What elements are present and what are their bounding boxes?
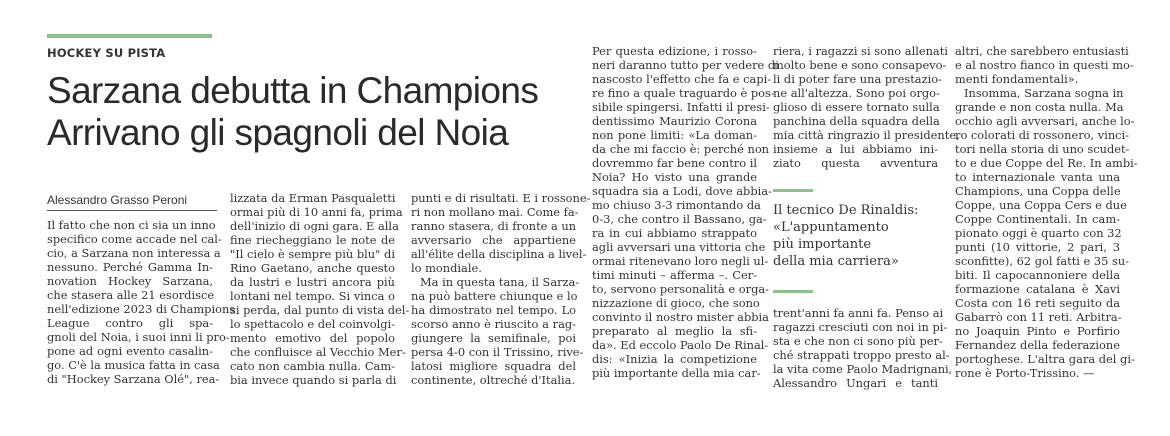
text-line: la vita come Paolo Madrignani, (773, 362, 953, 376)
text-line: ché strappati troppo presto al- (773, 348, 950, 362)
text-line: ra in cui abbiamo strappato (592, 226, 757, 240)
text-line: Insomma, Sarzana sogna in (964, 86, 1124, 100)
text-line: all'élite della disciplina a livel- (411, 247, 587, 261)
text-line: Alessandro Ungari e tanti (773, 376, 938, 390)
text-line: Noia? Ho visto una grande (592, 170, 757, 184)
text-line: ragazzi cresciuti con noi in pi- (773, 320, 948, 334)
text-line: mo chiuso 3-3 rimontando da (592, 198, 761, 212)
text-line: to e due Coppe del Re. In ambi- (955, 156, 1138, 170)
article-column-5 (773, 44, 960, 170)
text-line: Rino Gaetano, anche questo (230, 261, 395, 275)
text-line: Ma in questa tana, il Sarza- (420, 275, 580, 289)
text-line: avversario che appartiene (411, 233, 576, 247)
article-column-4 (592, 44, 779, 380)
text-line: lo spettacolo e del coinvolgi- (230, 317, 395, 331)
text-line: persa 4-0 con il Trissino, rive- (411, 345, 584, 359)
text-line: mia città ringrazio il presidente, (773, 128, 960, 142)
text-line: latosi migliore squadra del (411, 359, 576, 373)
pullquote-line: più importante (773, 237, 872, 252)
section-kicker: HOCKEY SU PISTA (47, 46, 166, 60)
pullquote-accent-bar (773, 189, 813, 192)
text-line: agli avversari una vittoria che (592, 240, 766, 254)
text-line: tori nella storia di uno scudet- (955, 142, 1130, 156)
text-line: dis: «Inizia la competizione (592, 352, 757, 366)
text-line: sconfitte), 62 gol fatti e 35 su- (955, 254, 1130, 268)
text-line: nascosto l'effetto che fa e capi- (592, 72, 772, 86)
text-line: dell'inizio di ogni gara. E alla (230, 219, 399, 233)
text-line: insieme a lui abbiamo ini- (773, 142, 938, 156)
text-line: nessuno. Perché Gamma In- (47, 260, 213, 274)
text-line: specifico come accade nel cal- (47, 232, 222, 246)
text-line: gnoli del Noia, i suoi inni li pro- (47, 330, 230, 344)
article-column-1 (47, 218, 236, 386)
text-line: di "Hockey Sarzana Olé", rea- (47, 372, 220, 386)
text-line: to, servono personalità e orga- (592, 282, 769, 296)
text-line: na può battere chiunque e lo (411, 289, 578, 303)
text-line: rone è Porto-Trissino. — (955, 366, 1095, 380)
text-line: si perda, dal punto di vista del- (230, 303, 410, 317)
pullquote-line: Il tecnico De Rinaldis: (773, 203, 919, 218)
text-line: sibile spingersi. Infatti il presi- (592, 100, 770, 114)
text-line: menti fondamentali». (955, 72, 1079, 86)
text-line: bia invece quando si parla di (230, 373, 397, 387)
text-line: Coppe Continentali. In cam- (955, 212, 1120, 226)
text-line: squadra sia a Lodi, dove abbia- (592, 184, 772, 198)
text-line: portoghese. L'altra gara del gi- (955, 352, 1135, 366)
text-line: occhio agli avversari, anche lo- (955, 114, 1135, 128)
text-line: Champions, una Coppa delle (955, 184, 1121, 198)
pullquote (773, 202, 938, 270)
text-line: cato non cambia nulla. Cam- (230, 359, 395, 373)
text-line: League contro gli spa- (47, 316, 213, 330)
text-line: da». Ed eccolo Paolo De Rinal- (592, 338, 769, 352)
pullquote-line: «L'appuntamento (773, 220, 889, 235)
section-accent-bar (47, 34, 212, 38)
text-line: molto bene e sono consapevo- (773, 58, 947, 72)
text-line: go. C'è la musica fatta in casa (47, 358, 220, 372)
text-line: pone ad ogni evento casalin- (47, 344, 213, 358)
text-line: e al nostro fianco in questi mo- (955, 58, 1134, 72)
text-line: ri non mollano mai. Come fa- (411, 205, 579, 219)
text-line: nizzazione di gioco, che sono (592, 296, 760, 310)
text-line: continente, oltreché d'Italia. (411, 373, 576, 387)
text-line: panchina della squadra della (773, 114, 940, 128)
text-line: Coppe, una Coppa Cers e due (955, 198, 1127, 212)
text-line: ziato questa avventura (773, 156, 938, 170)
text-line: ro colorati di rossonero, vinci- (955, 128, 1130, 142)
headline-line: Arrivano gli spagnoli del Noia (47, 112, 509, 153)
text-line: re fino a quale traguardo è pos- (592, 86, 775, 100)
text-line: ha dimostrato nel tempo. Lo (411, 303, 576, 317)
text-line: che confluisce al Vecchio Mer- (230, 345, 406, 359)
text-line: scorso anno è riuscito a rag- (411, 317, 576, 331)
text-line: punti (10 vittorie, 2 pari, 3 (955, 240, 1120, 254)
text-line: trent'anni fa anni fa. Penso ai (773, 306, 944, 320)
text-line: da lustri e lustri ancora più (230, 275, 395, 289)
article-column-3 (411, 191, 591, 387)
text-line: Costa con 16 reti seguito da (955, 296, 1120, 310)
text-line: riera, i ragazzi si sono allenati (773, 44, 948, 58)
article-column-5-continued (773, 306, 953, 390)
pullquote-accent-bar-bottom (773, 290, 813, 293)
text-line: da che mi faccio è: perché non (592, 142, 770, 156)
text-line: lo mondiale. (411, 261, 482, 275)
text-line: punti e di risultati. E i rossone- (411, 191, 591, 205)
text-line: Fernandez della federazione (955, 338, 1120, 352)
text-line: li di poter fare una prestazio- (773, 72, 942, 86)
article-column-6 (955, 44, 1138, 380)
text-line: non pone limiti: «La doman- (592, 128, 757, 142)
text-line: biti. Il capocannoniere della (955, 268, 1120, 282)
text-line: grande e non costa nulla. Ma (955, 100, 1124, 114)
text-line: to internazionale vanta una (955, 170, 1120, 184)
text-line: altri, che sarebbero entusiasti (955, 44, 1129, 58)
text-line: fine riecheggiano le note de (230, 233, 395, 247)
text-line: più importante della mia car- (592, 366, 761, 380)
text-line: dovremmo far bene contro il (592, 156, 758, 170)
text-line: "Il cielo è sempre più blu" di (230, 247, 395, 261)
text-line: giungere la semifinale, poi (411, 331, 576, 345)
text-line: convinto il nostro mister abbia (592, 310, 769, 324)
text-line: ranno stasera, di fronte a un (411, 219, 577, 233)
text-line: timi minuti – afferma –. Cer- (592, 268, 757, 282)
text-line: Il fatto che non ci sia un inno (47, 218, 216, 232)
text-line: Per questa edizione, i rosso- (592, 44, 757, 58)
text-line: nell'edizione 2023 di Champions (47, 302, 236, 316)
text-line: lizzata da Erman Pasqualetti (230, 191, 396, 205)
text-line: sta e che non ci sono più per- (773, 334, 943, 348)
text-line: ormai ritenevano loro negli ul- (592, 254, 769, 268)
text-line: 0-3, che contro il Bassano, ga- (592, 212, 767, 226)
text-line: ne all'altezza. Sono poi orgo- (773, 86, 940, 100)
text-line: glioso di essere tornato sulla (773, 100, 940, 114)
text-line: che stasera alle 21 esordisce (47, 288, 215, 302)
text-line: formazione catalana è Xavi (955, 282, 1120, 296)
headline-line: Sarzana debutta in Champions (47, 70, 539, 111)
author-byline: Alessandro Grasso Peroni (47, 193, 217, 211)
pullquote-line: della mia carriera» (773, 254, 899, 269)
text-line: dentissimo Maurizio Corona (592, 114, 757, 128)
headline (47, 70, 587, 154)
text-line: Gabarrò con 11 reti. Arbitra- (955, 310, 1122, 324)
article-column-2 (230, 191, 410, 387)
text-line: neri daranno tutto per vedere di (592, 58, 779, 72)
text-line: ormai più di 10 anni fa, prima (230, 205, 403, 219)
text-line: no Joaquin Pinto e Porfirio (955, 324, 1120, 338)
text-line: cio, a Sarzana non interessa a (47, 246, 221, 260)
text-line: preparato al meglio la sfi- (592, 324, 757, 338)
text-line: mento emotivo del popolo (230, 331, 395, 345)
text-line: pionato oggi è quarto con 32 (955, 226, 1122, 240)
text-line: lontani nel tempo. Si vinca o (230, 289, 395, 303)
clipped-previous-text (0, 0, 1170, 6)
text-line: novation Hockey Sarzana, (47, 274, 213, 288)
